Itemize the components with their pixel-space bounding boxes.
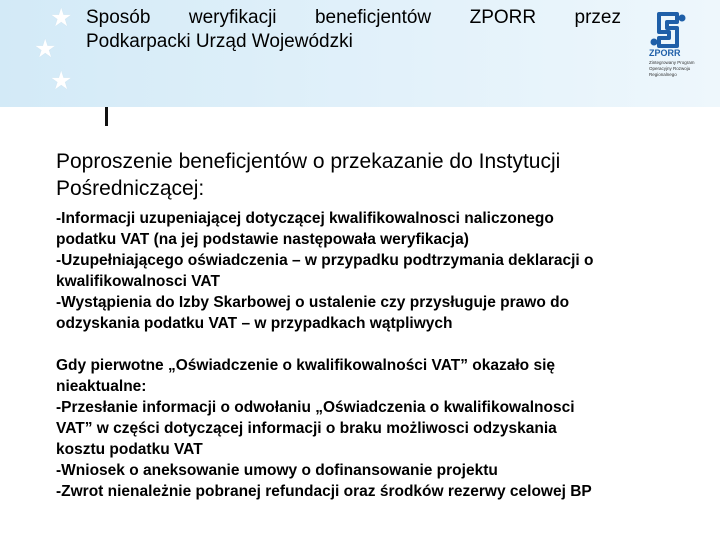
title-word: przez: [574, 7, 621, 28]
title-line-2: Podkarpacki Urząd Wojewódzki: [86, 31, 353, 52]
text-line: -Zwrot nienależnie pobranej refundacji oraz środków rezerwy celowej BP: [56, 483, 592, 500]
heading-line: Poproszenie beneficjentów o przekazanie do Instytucji: [56, 150, 561, 173]
text-line: -Informacji uzupeniającej dotyczącej kwalifikowalnosci naliczonego: [56, 210, 554, 227]
title-line-1: [86, 6, 621, 30]
information-list: [56, 208, 696, 334]
text-line: -Przesłanie informacji o odwołaniu „Oświadczenia o kwalifikowalnosci: [56, 399, 575, 416]
heading-line: Pośredniczącej:: [56, 177, 205, 200]
star-icon: ★: [50, 66, 73, 95]
text-line: kosztu podatku VAT: [56, 441, 203, 458]
text-line: kwalifikowalnosci VAT: [56, 273, 220, 290]
title-word: ZPORR: [469, 7, 537, 28]
text-line: VAT” w części dotyczącej informacji o braku możliwosci odzyskania: [56, 420, 557, 437]
text-line: -Wystąpienia do Izby Skarbowej o ustalenie czy przysługuje prawo do: [56, 294, 570, 311]
title-word: beneficjentów: [314, 7, 432, 28]
text-line: Gdy pierwotne „Oświadczenie o kwalifikowalności VAT” okazało się: [56, 357, 556, 374]
text-line: -Uzupełniającego oświadczenia – w przypadku podtrzymania deklaracji o: [56, 252, 594, 269]
text-line: odzyskania podatku VAT – w przypadkach wątpliwych: [56, 315, 453, 332]
vertical-bar: [105, 107, 108, 126]
text-line: podatku VAT (na jej podstawie następowała weryfikacja): [56, 231, 469, 248]
text-line: -Wniosek o aneksowanie umowy o dofinansowanie projektu: [56, 462, 498, 479]
slide-title: [86, 6, 626, 54]
star-icon: ★: [34, 34, 57, 63]
outdated-declaration-list: [56, 355, 696, 502]
star-icon: ★: [50, 3, 73, 32]
title-word: Sposób: [86, 7, 151, 28]
text-line: nieaktualne:: [56, 378, 147, 395]
zporr-logo: [640, 8, 706, 103]
logo-subtitle: Zintegrowany Program Operacyjny Rozwoju Regionalnego: [649, 60, 695, 77]
zporr-emblem-icon: [649, 12, 689, 48]
section-heading: [56, 148, 696, 202]
logo-name: ZPORR: [649, 48, 681, 58]
title-word: weryfikacji: [188, 7, 277, 28]
